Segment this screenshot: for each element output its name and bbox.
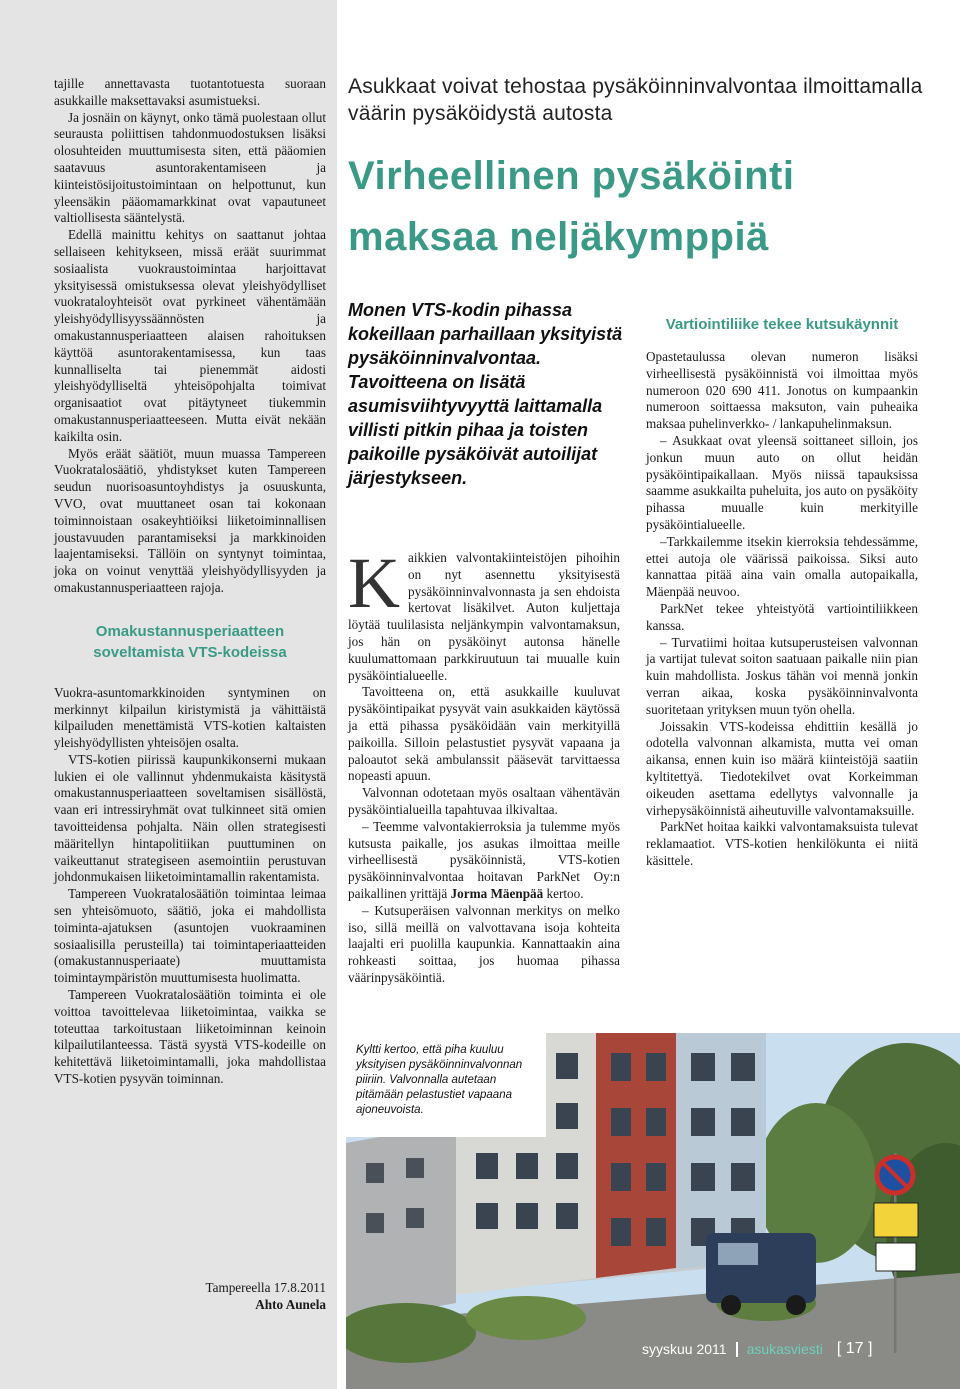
right-paragraph: – Asukkaat ovat yleensä soittaneet silloin, jos jonkun muun auto on ollut heidän pysäköintipaikallaan. Myös niissä tapauksissa saamme asukkailta puheluita, jos auto on pysäköity pihassa muualle kuin merkityille pysäköintialueelle. bbox=[646, 432, 918, 532]
quote-text: kertoo. bbox=[546, 885, 584, 901]
left-paragraph: VTS-kotien piirissä kaupunkikonserni mukaan lukien ei ole vallinnut yhdenmukaista käsitystä omakustannusperiaatteen soveltamisen sisällöstä, vaan eri intressiryhmät ovat tulkinneet sitä omien tavoitteidensa pohjalta. Näin ollen strategisesti määritellyn hintapolitiikan puuttuminen on vaikeuttanut strategiseen asemointiin perustuvan johdonmukaisen liiketoimintamallin rakentamista. bbox=[54, 751, 326, 885]
right-paragraph: –Tarkkailemme itsekin kierroksia tehdessämme, ettei autoja ole väärissä paikoissa. Siksi auto kannattaa pitää aina vain omalla autopaikalla, Mäenpää neuvoo. bbox=[646, 533, 918, 600]
signature bbox=[140, 1279, 326, 1313]
footer-page-number: [ 17 ] bbox=[836, 1340, 873, 1357]
middle-paragraph bbox=[348, 543, 620, 684]
middle-paragraph: Tavoitteena on, että asukkaille kuuluvat pysäköintipaikat pysyvät vain asukkaiden käytössä ja että pihassa pysäköidään vain merkityillä paikoilla. Silloin pelastustiet pysyvät vapaana ja paloautot sekä ambulanssit pääsevät tarvittaessa nopeasti apuun. bbox=[348, 684, 620, 784]
headline-line-1: Virheellinen pysäköinti bbox=[348, 154, 795, 198]
right-subheading: Vartiointiliike tekee kutsukäynnit bbox=[665, 316, 899, 333]
left-paragraph: Edellä mainittu kehitys on saattanut johtaa sellaiseen kehitykseen, missä eräät suurimmat sosiaalista vuokraustoimintaa harjoittavat yksityisessä omistuksessa olevat yleishyödylliset vuokrataloyhteisöt ovat pyrkineet vähentämään yleishyödyllisyyssäännösten ja omakustannusperiaatteen alaisen rahoituksen käyttöä asuntorakentamisessa, kun taas kunnalliselta tai pienemmät aidosti yleishyödylliseltä yhteisöpohjalta toimivat organisaatiot ovat pitäytyneet tiukemmin omakustannusperiaatteeseen. Mutta eivät nekään kaikilta osin. bbox=[54, 227, 326, 444]
middle-paragraph-text: aikkien valvontakiinteistöjen pihoihin on nyt asennettu yksityisestä pysäköinninvalvonnasta ja sen ehdoista kertovat lisäkilvet. Auton kuljettaja löytää tuulilasista neljänkympin valvontamaksun, jos hän on pysäköinyt autonsa hänelle kuulumattomaan parkkiruutuun tai muualle kuin pysäköintialueelle. bbox=[348, 550, 620, 683]
footer-magazine-name: asukasviesti bbox=[746, 1341, 823, 1357]
right-column bbox=[646, 296, 918, 870]
left-paragraph: tajille annettavasta tuotantotuesta suoraan asukkaille maksettavaksi asumistueksi. bbox=[54, 76, 326, 108]
middle-paragraph: Valvonnan odotetaan myös osaltaan vähentävän pysäköintialueilla tapahtuvaa ilkivaltaa. bbox=[348, 785, 620, 817]
left-paragraph: Tampereen Vuokratalosäätiön toiminta ei ole voittoa tavoittelevaa liiketoimintaa, vaikka se toteuttaa tarkoitustaan liiketoiminnan keinoin kilpailutilanteessa. Tästä syystä VTS-kodeille on kehitettävä liiketoimintamalli, joka mahdollistaa VTS-kotien pysyvän toiminnan. bbox=[54, 987, 326, 1087]
headline-line-2: maksaa neljäkymppiä bbox=[348, 215, 769, 259]
page-footer bbox=[642, 1338, 932, 1360]
left-paragraph: Vuokra-asuntomarkkinoiden syntyminen on merkinnyt kilpailun kiristymistä ja vähittäistä kilpailuden menettämistä VTS-kotien kaltaisten yleishyödyllisten yhteisöjen osalta. bbox=[54, 684, 326, 751]
right-paragraph: – Turvatiimi hoitaa kutsuperusteisen valvonnan ja vartijat tulevat soiton saatuaan paikalle niin pian kuin mahdollista. Joskus tähän voi mennä jonkin verran aikaa, koska pysäköinninvalvonta suoritetaan yrityksen muun työn ohella. bbox=[646, 634, 918, 717]
left-column bbox=[54, 76, 326, 1088]
right-paragraph: Joissakin VTS-kodeissa ehdittiin kesällä jo odotella valvonnan alkamista, mutta vei oman aikansa, ennen kuin iso määrä kiinteistöjä saatiin kyltitettyä. Tiedotekilvet ovat Korkeimman oikeuden asettama edellytys valvonnalle ja virhepysäköinnistä aiheutuville valvontamaksuille. bbox=[646, 718, 918, 818]
middle-paragraph bbox=[348, 819, 620, 903]
right-paragraph: Opastetaulussa olevan numeron lisäksi virheellisestä pysäköinnistä voi ilmoittaa myös numeroon 020 690 411. Jonotus on kumpaankin numeroon soittaessa maksuton, vain puheaika maksaa puhelinverkko- / lankapuhelinmaksun. bbox=[646, 349, 918, 432]
article-ingress: Monen VTS-kodin pihassa kokeillaan parhaillaan yksityistä pysäköinninvalvontaa. Tavoitteena on lisätä asumisviihtyvyyttä laittamalla villisti pitkin pihaa ja toisten paikoille pysäköivät autoilijat järjestykseen. bbox=[348, 300, 623, 488]
left-paragraph: Ja josnäin on käynyt, onko tämä puolestaan ollut seurausta poliittisen tahdonmuodostuksen lisäksi olosuhteiden muuttumisesta siten, että pääomien saatavuus asuntorakentamiseen ja kiinteistösijoitustoimintaan on helpottunut, kun yleensäkin pääomamarkkinat ovat vapautuneet valtiollisesta sääntelystä. bbox=[54, 109, 326, 226]
left-paragraph: Myös eräät säätiöt, muun muassa Tampereen Vuokratalosäätiö, yhdistykset kuten Tampereen seudun nuorisoasuntoyhdistys ja osuuskunta, VVO, ovat muuttaneet osan tai kokonaan toiminnoistaan osakeyhtiöiksi liiketoiminnallisen joustavuuden parantamiseksi ja markkinoiden laajentamiseksi. Tällöin on syntynyt toimintaa, joka on voinut venyttää yleishyödyllisyyden ja omakustannusperiaatteen rajoja. bbox=[54, 445, 326, 595]
signature-author: Ahto Aunela bbox=[255, 1297, 326, 1312]
left-subheading: Omakustannusperiaatteen soveltamista VTS-kodeissa bbox=[93, 622, 287, 661]
person-name: Jorma Mäenpää bbox=[450, 885, 544, 901]
middle-paragraph: – Kutsuperäisen valvonnan merkitys on melko iso, sillä meillä on valvottavana isoja kohteita laajalti eri puolilla kaupunkia. Kannattaakin aina rohkeasti soittaa, jos huomaa pihassa väärinpysäköintiä. bbox=[348, 902, 620, 985]
signature-place-date: Tampereella 17.8.2011 bbox=[205, 1280, 326, 1295]
footer-divider bbox=[736, 1342, 738, 1357]
article-kicker: Asukkaat voivat tehostaa pysäköinninvalvontaa ilmoittamalla väärin pysäköidystä autosta bbox=[348, 75, 923, 125]
right-paragraph: ParkNet hoitaa kaikki valvontamaksuista tulevat reklamaatiot. VTS-kotien henkilökunta ei niitä käsittele. bbox=[646, 819, 918, 868]
right-paragraph: ParkNet tekee yhteistyötä vartiointiliikkeen kanssa. bbox=[646, 600, 918, 633]
photo-caption: Kyltti kertoo, että piha kuuluu yksityisen pysäköinninvalvonnan piiriin. Valvonnalla autetaan pitämään pelastustiet vapaana ajoneuvoista. bbox=[356, 1044, 523, 1116]
quote-text: – Teemme valvontakierroksia ja tulemme myös kutsusta paikalle, jos asukas ilmoittaa meille virheellisestä pysäköinnistä, VTS-kotien pysäköinninvalvontaa hoitavan ParkNet Oy:n paikallinen yrittäjä bbox=[348, 818, 620, 901]
article-headline bbox=[348, 146, 948, 268]
footer-issue: syyskuu 2011 bbox=[642, 1341, 727, 1357]
middle-column bbox=[348, 543, 620, 987]
left-paragraph: Tampereen Vuokratalosäätiön toimintaa leimaa sen yhteisömuoto, säätiö, joka ei mahdollista toiminta-ajatuksen (asuntojen vuokraaminen sosiaalisilla perusteilla) tai toimintaperiaatteiden (omakustannusperiaate) muuttamista toimintaympäristön muuttumisesta huolimatta. bbox=[54, 886, 326, 986]
drop-cap: K bbox=[348, 543, 400, 623]
